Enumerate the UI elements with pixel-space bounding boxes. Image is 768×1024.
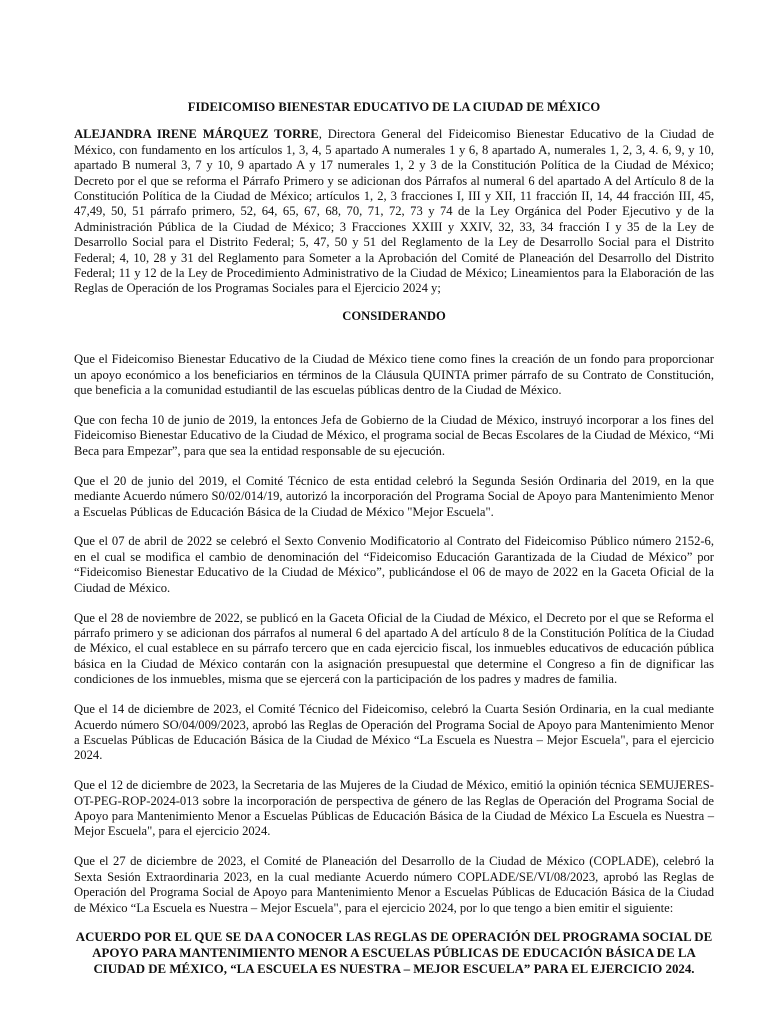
considerando-heading: CONSIDERANDO: [342, 308, 446, 323]
paragraph-5: Que el 28 de noviembre de 2022, se publicó en la Gaceta Oficial de la Ciudad de México, el Decreto por el que se Reforma el párrafo primero y se adicionan dos párrafos al numeral 6 del apartado A del artículo 8 de la Constitución Política de la Ciudad de México, el cual establece en su párrafo tercero que en cada ejercicio fiscal, los inmuebles educativos de educación pública básica en la Ciudad de México contarán con la asignación presupuestal que determine el Congreso a fin de dignificar las condiciones de los inmuebles, misma que se ejercerá con la participación de los padres y madres de familia.: [74, 610, 714, 687]
paragraph-2: Que con fecha 10 de junio de 2019, la entonces Jefa de Gobierno de la Ciudad de México, instruyó incorporar a los fines del Fideicomiso Bienestar Educativo de la Ciudad de México, el programa social de Becas Escolares de la Ciudad de México, “Mi Beca para Empezar”, para que sea la entidad responsable de su ejecución.: [74, 413, 714, 458]
paragraph-8: Que el 27 de diciembre de 2023, el Comité de Planeación del Desarrollo de la Ciudad de México (COPLADE), celebró la Sexta Sesión Extraordinaria 2023, en la cual mediante Acuerdo número COPLADE/SE/VI/08/2023, aprobó las Reglas de Operación del Programa Social de Apoyo para Mantenimiento Menor a Escuelas Públicas de Educación Básica de la Ciudad de México “La Escuela es Nuestra – Mejor Escuela", para el ejercicio 2024, por lo que tengo a bien emitir el siguiente:: [74, 854, 714, 915]
document-page: [74, 100, 714, 977]
paragraph-3: Que el 20 de junio del 2019, el Comité Técnico de esta entidad celebró la Segunda Sesión Ordinaria del 2019, en la que mediante Acuerdo número S0/02/014/19, autorizó la incorporación del Programa Social de Apoyo para Mantenimiento Menor a Escuelas Públicas de Educación Básica de la Ciudad de México "Mejor Escuela".: [74, 473, 714, 519]
intro-paragraph: [74, 127, 714, 296]
intro-text: , Directora General del Fideicomiso Bienestar Educativo de la Ciudad de México, con fundamento en los artículos 1, 3, 4, 5 apartado A numerales 1 y 6, 8 apartado A, numerales 1, 2, 3, 4. 6, 9, y 10, apartado B numeral 3, 7 y 10, 9 apartado A y 17 numerales 1, 2 y 3 de la Constitución Política de la Ciudad de México; Decreto por el que se reforma el Párrafo Primero y se adicionan dos Párrafos al numeral 6 del apartado A del Artículo 8 de la Constitución Política de la Ciudad de México; artículos 1, 2, 3 fracciones I, III y XII, 11 fracción II, 14, 44 fracción III, 45, 47,49, 50, 51 párrafo primero, 52, 64, 65, 67, 68, 70, 71, 72, 73 y 74 de la Ley Orgánica del Poder Ejecutivo y de la Administración Pública de la Ciudad de México; 3 Fracciones XXIII y XXIV, 32, 33, 34 fracción I y 35 de la Ley de Desarrollo Social para el Distrito Federal; 5, 47, 50 y 51 del Reglamento de la Ley de Desarrollo Social para el Distrito Federal; 4, 10, 28 y 31 del Reglamento para Someter a la Aprobación del Comité de Planeación del Desarrollo del Distrito Federal; 11 y 12 de la Ley de Procedimiento Administrativo de la Ciudad de México; Lineamientos para la Elaboración de las Reglas de Operación de los Programas Sociales para el Ejercicio 2024 y;: [74, 127, 715, 296]
document-title: FIDEICOMISO BIENESTAR EDUCATIVO DE LA CIUDAD DE MÉXICO: [187, 100, 601, 114]
paragraph-6: Que el 14 de diciembre de 2023, el Comité Técnico del Fideicomiso, celebró la Cuarta Sesión Ordinaria, en la cual mediante Acuerdo número SO/04/009/2023, aprobó las Reglas de Operación del Programa Social de Apoyo para Mantenimiento Menor a Escuelas Públicas de Educación Básica de la Ciudad de México “La Escuela es Nuestra – Mejor Escuela", para el ejercicio 2024.: [74, 702, 714, 763]
signatory-name: ALEJANDRA IRENE MÁRQUEZ TORRE: [74, 127, 319, 142]
paragraph-4: Que el 07 de abril de 2022 se celebró el Sexto Convenio Modificatorio al Contrato del Fideicomiso Público número 2152-6, en el cual se modifica el cambio de denominación del “Fideicomiso Educación Garantizada de la Ciudad de México” por “Fideicomiso Bienestar Educativo de la Ciudad de México”, publicándose el 06 de mayo de 2022 en la Gaceta Oficial de la Ciudad de México.: [74, 534, 714, 595]
paragraph-7: Que el 12 de diciembre de 2023, la Secretaria de las Mujeres de la Ciudad de México, emitió la opinión técnica SEMUJERES-OT-PEG-ROP-2024-013 sobre la incorporación de perspectiva de género de las Reglas de Operación del Programa Social de Apoyo para Mantenimiento Menor a Escuelas Públicas de Educación Básica de la Ciudad de México La Escuela es Nuestra – Mejor Escuela", para el ejercicio 2024.: [74, 778, 714, 839]
paragraph-1: Que el Fideicomiso Bienestar Educativo de la Ciudad de México tiene como fines la creación de un fondo para proporcionar un apoyo económico a los beneficiarios en términos de la Cláusula QUINTA primer párrafo de su Contrato de Constitución, que beneficia a la comunidad estudiantil de las escuelas públicas dentro de la Ciudad de México.: [74, 352, 714, 398]
acuerdo-heading: ACUERDO POR EL QUE SE DA A CONOCER LAS REGLAS DE OPERACIÓN DEL PROGRAMA SOCIAL DE APOYO PARA MANTENIMIENTO MENOR A ESCUELAS PÚBLICAS DE EDUCACIÓN BÁSICA DE LA CIUDAD DE MÉXICO, “LA ESCUELA ES NUESTRA – MEJOR ESCUELA” PARA EL EJERCICIO 2024.: [75, 930, 713, 976]
